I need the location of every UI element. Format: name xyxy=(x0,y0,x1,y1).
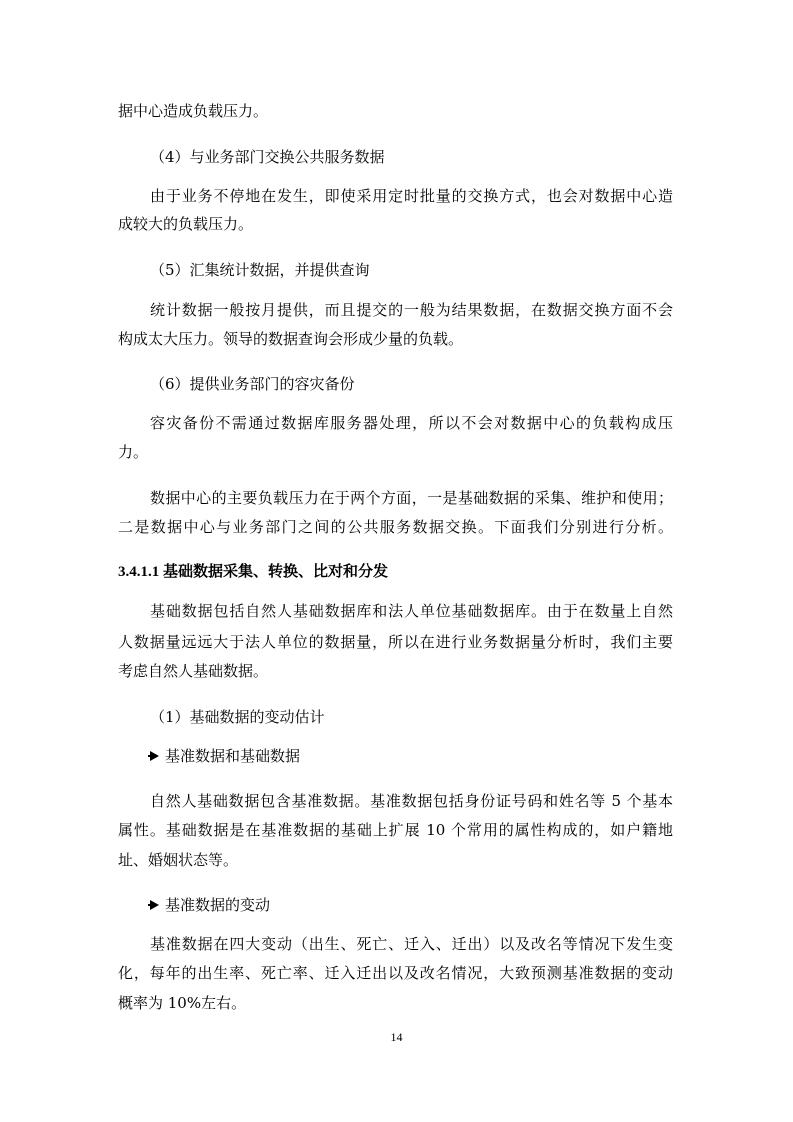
bullet-item xyxy=(150,895,270,915)
paragraph-line: 据中心造成负载压力。 xyxy=(118,102,269,120)
paragraph-line: 基准数据在四大变动（出生、死亡、迁入、迁出）以及改名等情况下发生变 xyxy=(150,935,673,953)
paragraph-line: 力。 xyxy=(118,443,149,461)
paragraph-line: 容灾备份不需通过数据库服务器处理，所以不会对数据中心的负载构成压 xyxy=(150,414,673,432)
paragraph-line: 由于业务不停地在发生，即使采用定时批量的交换方式，也会对数据中心造 xyxy=(150,187,673,205)
arrow-stem-icon xyxy=(148,755,152,757)
paragraph-line: 基础数据包括自然人基础数据库和法人单位基础数据库。由于在数量上自然 xyxy=(150,602,673,620)
paragraph-line: 成较大的负载压力。 xyxy=(118,215,254,233)
section-subheading: （5）汇集统计数据，并提供查询 xyxy=(150,261,370,279)
paragraph-line: 二是数据中心与业务部门之间的公共服务数据交换。下面我们分别进行分析。 xyxy=(118,518,673,536)
section-subheading: （4）与业务部门交换公共服务数据 xyxy=(150,148,385,166)
section-subheading: （1）基础数据的变动估计 xyxy=(150,708,325,726)
paragraph-line: 属性。基础数据是在基准数据的基础上扩展 10 个常用的属性构成的，如户籍地 xyxy=(118,821,673,839)
paragraph-line: 数据中心的主要负载压力在于两个方面，一是基础数据的采集、维护和使用； xyxy=(150,489,673,507)
paragraph-line: 自然人基础数据包含基准数据。基准数据包括身份证号码和姓名等 5 个基本 xyxy=(150,792,673,810)
bullet-item xyxy=(150,746,300,766)
paragraph-line: 统计数据一般按月提供，而且提交的一般为结果数据，在数据交换方面不会 xyxy=(150,301,673,319)
paragraph-line: 构成太大压力。领导的数据查询会形成少量的负载。 xyxy=(118,330,464,348)
bullet-text: 基准数据的变动 xyxy=(165,896,271,914)
paragraph-line: 人数据量远远大于法人单位的数据量，所以在进行业务数据量分析时，我们主要 xyxy=(118,633,673,651)
arrow-stem-icon xyxy=(148,904,152,906)
paragraph-line: 址、婚姻状态等。 xyxy=(118,851,239,869)
bullet-text: 基准数据和基础数据 xyxy=(165,747,301,765)
paragraph-line: 考虑自然人基础数据。 xyxy=(118,662,269,680)
paragraph-line: 化，每年的出生率、死亡率、迁入迁出以及改名情况，大致预测基准数据的变动 xyxy=(118,964,673,982)
section-heading: 3.4.1.1 基础数据采集、转换、比对和分发 xyxy=(118,564,389,580)
paragraph-line: 概率为 10%左右。 xyxy=(118,994,247,1012)
page-number: 14 xyxy=(390,1030,403,1044)
section-subheading: （6）提供业务部门的容灾备份 xyxy=(150,375,355,393)
